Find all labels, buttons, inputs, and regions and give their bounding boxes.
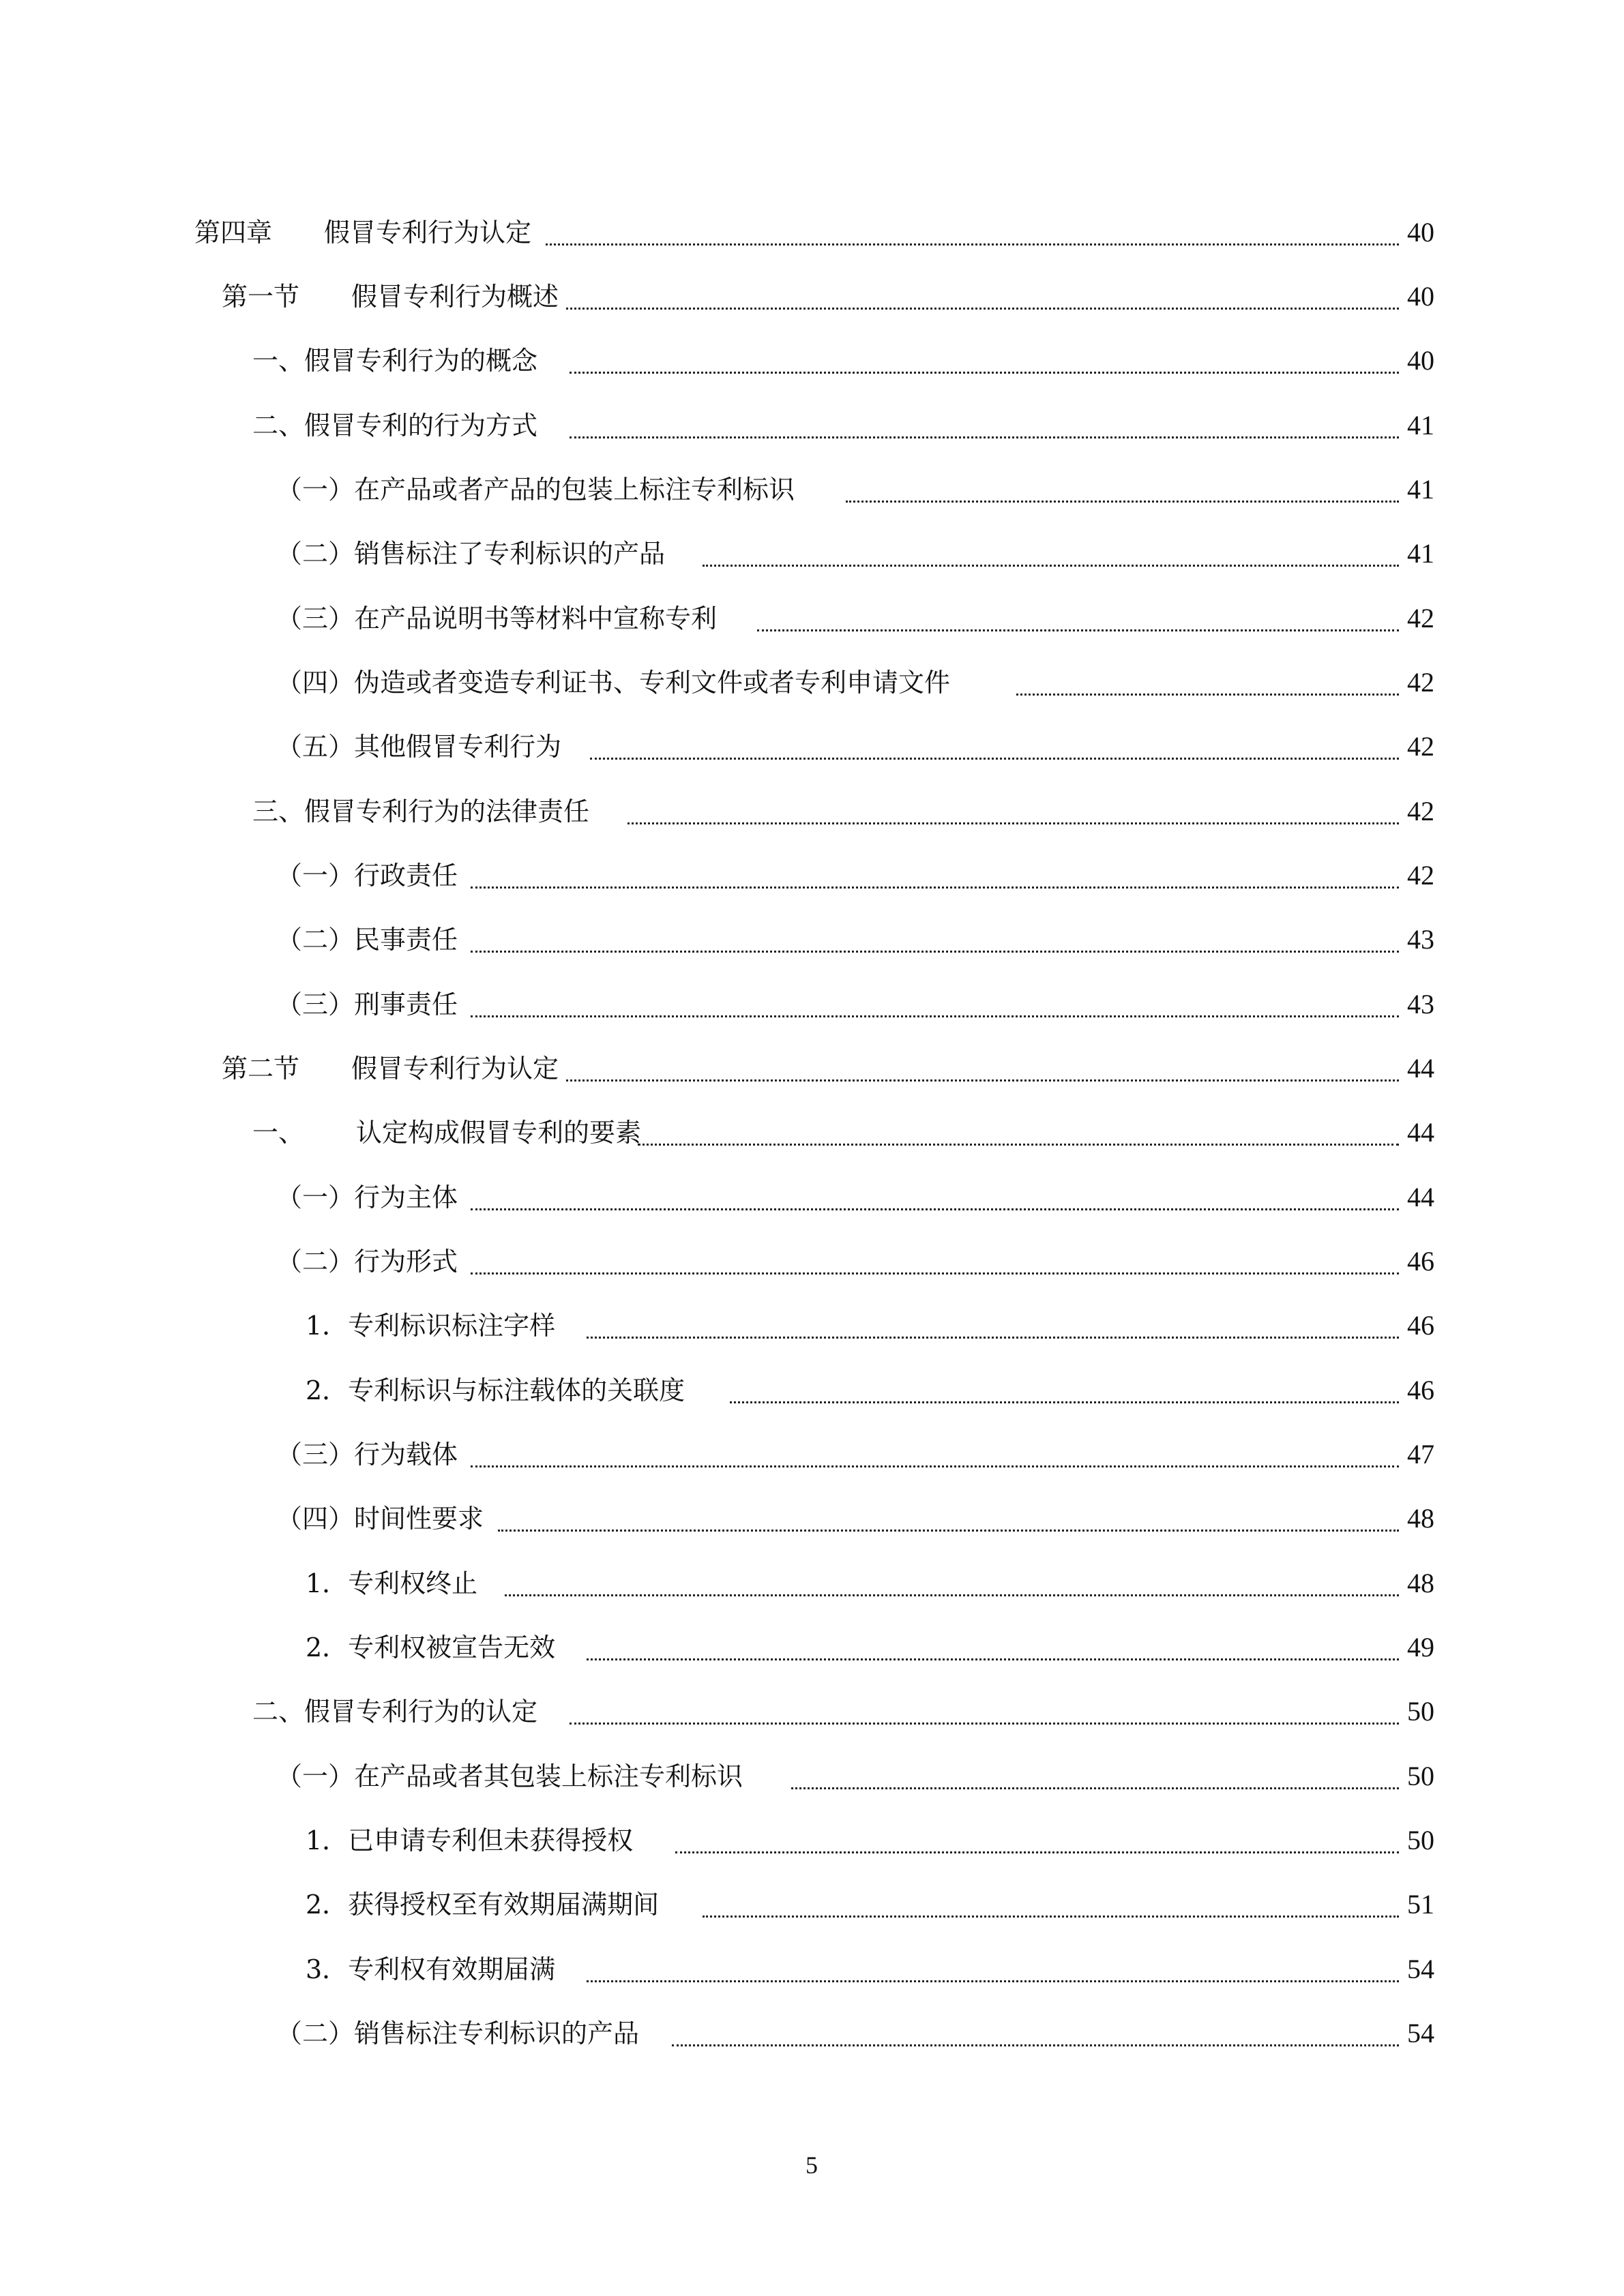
- toc-page-number: 50: [1407, 1761, 1434, 1791]
- toc-page-number: 46: [1407, 1310, 1434, 1341]
- toc-entry-title: 第四章 假冒专利行为认定: [194, 218, 532, 248]
- toc-entry: [0, 855, 1624, 896]
- toc-entry-title: 1．专利标识标注字样: [306, 1311, 556, 1341]
- toc-entry-title: 1．专利权终止: [306, 1568, 478, 1598]
- dot-leader: [498, 1530, 1399, 1532]
- dot-leader: [1016, 694, 1399, 696]
- toc-page-number: 44: [1407, 1117, 1434, 1148]
- toc-entry: [0, 1563, 1624, 1604]
- toc-entry-title: （二）销售标注了专利标识的产品: [276, 539, 666, 569]
- toc-entry-title: （一）行政责任: [276, 861, 458, 891]
- dot-leader: [590, 758, 1399, 760]
- toc-page-number: 46: [1407, 1375, 1434, 1405]
- toc-entry-title: 三、假冒专利行为的法律责任: [252, 796, 590, 826]
- dot-leader: [570, 436, 1399, 438]
- dot-leader: [471, 1465, 1399, 1467]
- toc-page-number: 47: [1407, 1439, 1434, 1470]
- dot-leader: [566, 308, 1399, 310]
- toc-page-number: 49: [1407, 1632, 1434, 1663]
- toc-page-number: 50: [1407, 1825, 1434, 1855]
- toc-entry-title: 3．专利权有效期届满: [306, 1954, 556, 1984]
- toc-entry-title: （二）行为形式: [276, 1247, 458, 1277]
- toc-entry: [0, 340, 1624, 381]
- dot-leader: [471, 951, 1399, 953]
- toc-entry: [0, 791, 1624, 832]
- toc-entry-title: （三）在产品说明书等材料中宣称专利: [276, 603, 718, 633]
- toc-page-number: 41: [1407, 538, 1434, 569]
- toc-entry-title: 二、假冒专利行为的认定: [252, 1697, 538, 1727]
- toc-entry-title: （一）行为主体: [276, 1182, 458, 1212]
- toc-page-number: 41: [1407, 474, 1434, 505]
- toc-entry: [0, 1305, 1624, 1346]
- toc-entry: [0, 726, 1624, 767]
- dot-leader: [675, 1851, 1399, 1853]
- toc-entry: [0, 1370, 1624, 1411]
- page-number-footer: 5: [806, 2151, 818, 2179]
- toc-page-number: 54: [1407, 2018, 1434, 2048]
- toc-entry: [0, 919, 1624, 960]
- toc-entry: [0, 533, 1624, 574]
- toc-page-number: 50: [1407, 1696, 1434, 1727]
- toc-entry: [0, 469, 1624, 510]
- toc-entry: [0, 1241, 1624, 1282]
- toc-entry-title: 第二节 假冒专利行为认定: [222, 1054, 559, 1084]
- dot-leader: [566, 1079, 1399, 1082]
- toc-entry-title: （四）伪造或者变造专利证书、专利文件或者专利申请文件: [276, 668, 951, 698]
- toc-page-number: 48: [1407, 1503, 1434, 1534]
- toc-entry-title: （一）在产品或者产品的包装上标注专利标识: [276, 475, 795, 505]
- dot-leader: [703, 1915, 1399, 1918]
- toc-entry: [0, 1820, 1624, 1861]
- toc-page-number: 41: [1407, 410, 1434, 441]
- dot-leader: [587, 1658, 1399, 1660]
- toc-page-number: 44: [1407, 1182, 1434, 1212]
- dot-leader: [638, 1144, 1399, 1146]
- dot-leader: [846, 501, 1399, 503]
- toc-entry-title: 一、 认定构成假冒专利的要素: [252, 1118, 642, 1148]
- toc-entry-title: 1．已申请专利但未获得授权: [306, 1825, 634, 1855]
- dot-leader: [757, 629, 1399, 631]
- toc-entry: [0, 1498, 1624, 1539]
- dot-leader: [570, 372, 1399, 374]
- toc-entry: [0, 984, 1624, 1025]
- dot-leader: [546, 243, 1399, 245]
- toc-entry: [0, 662, 1624, 703]
- dot-leader: [471, 1208, 1399, 1210]
- toc-entry: [0, 1627, 1624, 1668]
- toc-page-number: 51: [1407, 1889, 1434, 1920]
- toc-entry-title: 一、假冒专利行为的概念: [252, 346, 538, 376]
- toc-entry: [0, 598, 1624, 639]
- toc-entry: [0, 1112, 1624, 1153]
- toc-entry-title: 第一节 假冒专利行为概述: [222, 282, 559, 312]
- toc-entry-title: （四）时间性要求: [276, 1504, 484, 1534]
- toc-entry-title: 2．专利权被宣告无效: [306, 1632, 556, 1663]
- toc-entry: [0, 212, 1624, 253]
- toc-page-number: 43: [1407, 924, 1434, 955]
- toc-entry-title: 2．专利标识与标注载体的关联度: [306, 1375, 685, 1405]
- toc-entry-title: （二）销售标注专利标识的产品: [276, 2018, 640, 2048]
- toc-entry: [0, 1691, 1624, 1732]
- toc-page-number: 42: [1407, 860, 1434, 891]
- toc-entry-title: 二、假冒专利的行为方式: [252, 411, 538, 441]
- toc-page-number: 42: [1407, 731, 1434, 762]
- dot-leader: [730, 1401, 1399, 1403]
- toc-entry: [0, 1048, 1624, 1089]
- toc-page-number: 46: [1407, 1246, 1434, 1277]
- dot-leader: [505, 1594, 1399, 1596]
- toc-page-number: 48: [1407, 1568, 1434, 1598]
- toc-entry-title: （二）民事责任: [276, 925, 458, 955]
- toc-page-number: 44: [1407, 1053, 1434, 1084]
- toc-entry: [0, 276, 1624, 317]
- toc-entry-title: （五）其他假冒专利行为: [276, 732, 562, 762]
- toc-entry: [0, 1949, 1624, 1990]
- dot-leader: [471, 1015, 1399, 1017]
- toc-page-number: 54: [1407, 1954, 1434, 1984]
- toc-entry: [0, 2013, 1624, 2054]
- toc-page-number: 40: [1407, 345, 1434, 376]
- dot-leader: [587, 1337, 1399, 1339]
- dot-leader: [471, 1272, 1399, 1274]
- dot-leader: [703, 565, 1399, 567]
- toc-entry: [0, 1756, 1624, 1797]
- toc-entry: [0, 1884, 1624, 1925]
- toc-entry-title: （三）刑事责任: [276, 989, 458, 1019]
- dot-leader: [672, 2044, 1399, 2046]
- dot-leader: [471, 886, 1399, 889]
- dot-leader: [628, 822, 1399, 824]
- toc-page-number: 42: [1407, 667, 1434, 698]
- toc-entry-title: （一）在产品或者其包装上标注专利标识: [276, 1761, 743, 1791]
- dot-leader: [587, 1980, 1399, 1982]
- dot-leader: [570, 1723, 1399, 1725]
- toc-page-number: 40: [1407, 281, 1434, 312]
- toc-entry-title: 2．获得授权至有效期届满期间: [306, 1890, 660, 1920]
- toc-page-number: 40: [1407, 217, 1434, 248]
- dot-leader: [791, 1787, 1399, 1789]
- toc-entry: [0, 1177, 1624, 1218]
- toc-page-number: 43: [1407, 989, 1434, 1019]
- toc-entry-title: （三）行为载体: [276, 1440, 458, 1470]
- toc-entry: [0, 405, 1624, 446]
- toc-entry: [0, 1434, 1624, 1475]
- toc-page-number: 42: [1407, 796, 1434, 826]
- toc-page-number: 42: [1407, 603, 1434, 633]
